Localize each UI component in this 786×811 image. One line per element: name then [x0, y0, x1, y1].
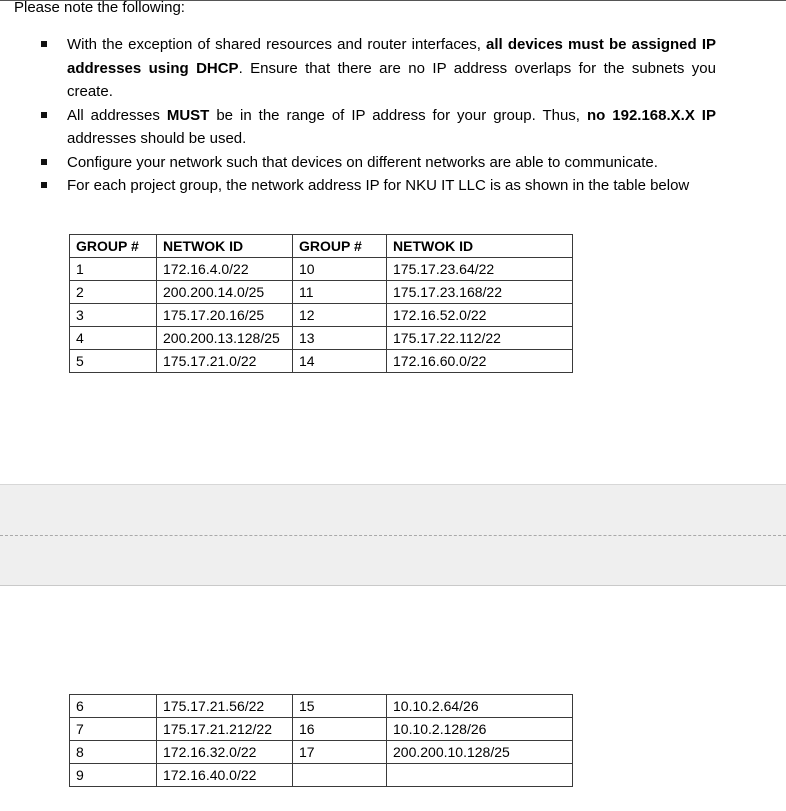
network-id-cell: 200.200.14.0/25 [157, 281, 293, 304]
table-body-part2 [70, 695, 573, 787]
bullet-text-4: For each project group, the network address IP for NKU IT LLC is as shown in the table below [67, 177, 690, 194]
bullet-text-2 [67, 107, 716, 148]
group-number-cell: 3 [70, 304, 157, 327]
network-id-cell: 10.10.2.128/26 [387, 718, 573, 741]
network-id-cell: 175.17.21.56/22 [157, 695, 293, 718]
group-number-cell: 1 [70, 258, 157, 281]
table-row [70, 350, 573, 373]
header-network-id: NETWOK ID [157, 235, 293, 258]
group-number-cell: 11 [293, 281, 387, 304]
network-id-cell: 175.17.21.0/22 [157, 350, 293, 373]
network-id-cell: 175.17.20.16/25 [157, 304, 293, 327]
network-id-cell: 175.17.23.168/22 [387, 281, 573, 304]
header-network-id: NETWOK ID [387, 235, 573, 258]
group-number-cell [293, 764, 387, 787]
square-bullet-icon [41, 182, 47, 188]
bullet-list [40, 33, 716, 198]
network-id-cell: 175.17.21.212/22 [157, 718, 293, 741]
table-row [70, 741, 573, 764]
network-id-cell: 172.16.4.0/22 [157, 258, 293, 281]
bullet-1-bold-segment: all devices must be assigned IP addresses using DHCP [67, 36, 716, 77]
bullet-2-bold-segment: no 192.168.X.X IP [586, 106, 716, 124]
table-row [70, 304, 573, 327]
group-number-cell: 13 [293, 327, 387, 350]
bullet-item [40, 174, 716, 198]
network-id-cell: 175.17.22.112/22 [387, 327, 573, 350]
table-body-part1 [70, 258, 573, 373]
bullet-2-segment: All addresses [67, 106, 167, 124]
network-id-cell: 10.10.2.64/26 [387, 695, 573, 718]
square-bullet-icon [41, 159, 47, 165]
table-row [70, 281, 573, 304]
bullet-item [40, 151, 716, 175]
network-id-table-part1 [69, 234, 573, 373]
network-id-cell [387, 764, 573, 787]
table-row [70, 718, 573, 741]
group-number-cell: 15 [293, 695, 387, 718]
group-number-cell: 2 [70, 281, 157, 304]
network-id-cell: 172.16.52.0/22 [387, 304, 573, 327]
group-number-cell: 9 [70, 764, 157, 787]
intro-text: Please note the following: [14, 0, 185, 16]
table-header-row [70, 235, 573, 258]
table-row [70, 258, 573, 281]
table-row [70, 764, 573, 787]
group-number-cell: 7 [70, 718, 157, 741]
network-id-cell: 172.16.40.0/22 [157, 764, 293, 787]
header-group: GROUP # [70, 235, 157, 258]
bullet-1-segment: . Ensure that there are no IP address overlaps for the subnets you create. [67, 59, 716, 100]
bullet-2-bold-segment: MUST [166, 106, 210, 124]
group-number-cell: 16 [293, 718, 387, 741]
group-number-cell: 17 [293, 741, 387, 764]
table-row [70, 695, 573, 718]
page-break-dashed-line [0, 535, 786, 536]
bullet-text-1 [67, 36, 716, 100]
network-id-cell: 172.16.60.0/22 [387, 350, 573, 373]
bullet-text-3: Configure your network such that devices on different networks are able to communicate. [67, 153, 658, 171]
table-row [70, 327, 573, 350]
network-id-cell: 172.16.32.0/22 [157, 741, 293, 764]
group-number-cell: 14 [293, 350, 387, 373]
group-number-cell: 10 [293, 258, 387, 281]
group-number-cell: 4 [70, 327, 157, 350]
group-number-cell: 12 [293, 304, 387, 327]
bullet-2-segment: be in the range of IP address for your group. Thus, [209, 106, 587, 124]
page-break-gap [0, 484, 786, 586]
network-id-table-part2 [69, 694, 573, 787]
network-id-cell: 200.200.13.128/25 [157, 327, 293, 350]
group-number-cell: 8 [70, 741, 157, 764]
bullet-1-segment: With the exception of shared resources and router interfaces, [67, 36, 487, 53]
square-bullet-icon [41, 41, 47, 47]
network-id-cell: 200.200.10.128/25 [387, 741, 573, 764]
header-group: GROUP # [293, 235, 387, 258]
group-number-cell: 5 [70, 350, 157, 373]
square-bullet-icon [41, 112, 47, 118]
bullet-item [40, 104, 716, 151]
bullet-2-segment: addresses should be used. [67, 130, 247, 147]
bullet-item [40, 33, 716, 104]
network-id-cell: 175.17.23.64/22 [387, 258, 573, 281]
group-number-cell: 6 [70, 695, 157, 718]
